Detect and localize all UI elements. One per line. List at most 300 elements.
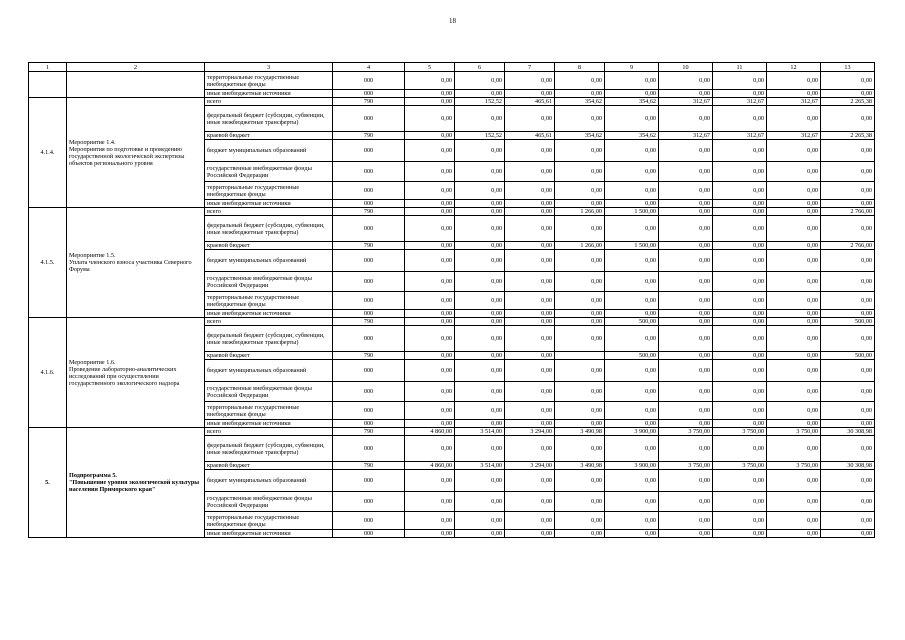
- value-cell-col-5: 0,00: [405, 272, 455, 292]
- value-cell-col-6: 152,52: [455, 98, 505, 106]
- value-cell-col-11: 3 750,00: [713, 462, 767, 470]
- budget-code: 000: [333, 140, 405, 162]
- value-cell-col-10: 0,00: [659, 140, 713, 162]
- value-cell-col-10: 3 750,00: [659, 462, 713, 470]
- value-cell-col-5: 4 860,00: [405, 462, 455, 470]
- value-cell-col-5: 0,00: [405, 140, 455, 162]
- value-cell-col-13: 0,00: [821, 250, 875, 272]
- table-row: [29, 208, 875, 216]
- value-cell-col-7: 0,00: [505, 326, 555, 352]
- value-cell-col-5: 0,00: [405, 250, 455, 272]
- value-cell-col-13: 0,00: [821, 530, 875, 538]
- value-cell-col-13: 0,00: [821, 360, 875, 382]
- value-cell-col-11: 0,00: [713, 208, 767, 216]
- value-cell-col-11: 0,00: [713, 216, 767, 242]
- value-cell-col-12: 0,00: [767, 512, 821, 530]
- value-cell-col-8: 0,00: [555, 72, 605, 90]
- funding-source: федеральный бюджет (субсидии, субвенции, иные межбюджетные трансферты): [205, 436, 333, 462]
- index-cell: [29, 72, 67, 98]
- value-cell-col-13: 30 308,98: [821, 428, 875, 436]
- value-cell-col-10: 0,00: [659, 208, 713, 216]
- funding-source: федеральный бюджет (субсидии, субвенции, иные межбюджетные трансферты): [205, 216, 333, 242]
- value-cell-col-9: 0,00: [605, 382, 659, 402]
- budget-code: 000: [333, 436, 405, 462]
- funding-source: бюджет муниципальных образований: [205, 140, 333, 162]
- column-header-6: 6: [455, 63, 505, 72]
- budget-code: 790: [333, 242, 405, 250]
- value-cell-col-10: 0,00: [659, 242, 713, 250]
- value-cell-col-13: 0,00: [821, 310, 875, 318]
- budget-code: 000: [333, 72, 405, 90]
- value-cell-col-13: 0,00: [821, 436, 875, 462]
- value-cell-col-5: 0,00: [405, 310, 455, 318]
- value-cell-col-6: 3 514,00: [455, 428, 505, 436]
- value-cell-col-5: 0,00: [405, 470, 455, 492]
- budget-code: 790: [333, 428, 405, 436]
- value-cell-col-9: 0,00: [605, 140, 659, 162]
- funding-source: территориальные государственные внебюджетные фонды: [205, 72, 333, 90]
- budget-code: 790: [333, 132, 405, 140]
- funding-source: федеральный бюджет (субсидии, субвенции, иные межбюджетные трансферты): [205, 326, 333, 352]
- activity-name: Подпрограмма 5. "Повышение уровня экологической культуры населения Приморского края": [67, 428, 205, 538]
- value-cell-col-9: 500,00: [605, 318, 659, 326]
- budget-code: 000: [333, 106, 405, 132]
- budget-code: 790: [333, 98, 405, 106]
- value-cell-col-11: 0,00: [713, 512, 767, 530]
- value-cell-col-12: 0,00: [767, 90, 821, 98]
- table-row: [29, 428, 875, 436]
- funding-source: всего: [205, 428, 333, 436]
- column-header-12: 12: [767, 63, 821, 72]
- budget-code: 790: [333, 352, 405, 360]
- value-cell-col-6: 0,00: [455, 216, 505, 242]
- value-cell-col-9: 3 900,00: [605, 462, 659, 470]
- value-cell-col-5: 0,00: [405, 208, 455, 216]
- value-cell-col-9: 0,00: [605, 182, 659, 200]
- value-cell-col-5: 0,00: [405, 382, 455, 402]
- column-header-8: 8: [555, 63, 605, 72]
- value-cell-col-11: 0,00: [713, 140, 767, 162]
- value-cell-col-6: 0,00: [455, 200, 505, 208]
- value-cell-col-10: 0,00: [659, 182, 713, 200]
- value-cell-col-13: 0,00: [821, 492, 875, 512]
- value-cell-col-7: 0,00: [505, 402, 555, 420]
- value-cell-col-6: 0,00: [455, 72, 505, 90]
- value-cell-col-7: 0,00: [505, 292, 555, 310]
- budget-code: 000: [333, 470, 405, 492]
- value-cell-col-6: 0,00: [455, 436, 505, 462]
- budget-code: 790: [333, 318, 405, 326]
- value-cell-col-12: 0,00: [767, 470, 821, 492]
- value-cell-col-11: 312,67: [713, 98, 767, 106]
- value-cell-col-13: 0,00: [821, 162, 875, 182]
- column-header-7: 7: [505, 63, 555, 72]
- value-cell-col-12: 0,00: [767, 106, 821, 132]
- column-header-13: 13: [821, 63, 875, 72]
- value-cell-col-10: 0,00: [659, 530, 713, 538]
- value-cell-col-13: 0,00: [821, 72, 875, 90]
- value-cell-col-10: 0,00: [659, 318, 713, 326]
- value-cell-col-10: 3 750,00: [659, 428, 713, 436]
- value-cell-col-11: 0,00: [713, 318, 767, 326]
- budget-code: 000: [333, 182, 405, 200]
- value-cell-col-11: 0,00: [713, 72, 767, 90]
- value-cell-col-5: 0,00: [405, 200, 455, 208]
- value-cell-col-7: 0,00: [505, 208, 555, 216]
- column-header-2: 2: [67, 63, 205, 72]
- value-cell-col-5: 0,00: [405, 90, 455, 98]
- funding-source: краевой бюджет: [205, 462, 333, 470]
- value-cell-col-7: 0,00: [505, 140, 555, 162]
- value-cell-col-12: 0,00: [767, 310, 821, 318]
- value-cell-col-5: 0,00: [405, 132, 455, 140]
- funding-source: всего: [205, 208, 333, 216]
- value-cell-col-9: 0,00: [605, 310, 659, 318]
- value-cell-col-6: 0,00: [455, 382, 505, 402]
- value-cell-col-5: 0,00: [405, 182, 455, 200]
- value-cell-col-9: 0,00: [605, 162, 659, 182]
- value-cell-col-6: 0,00: [455, 352, 505, 360]
- value-cell-col-13: 500,00: [821, 318, 875, 326]
- value-cell-col-12: 0,00: [767, 492, 821, 512]
- table-header-row: [29, 63, 875, 72]
- value-cell-col-7: 0,00: [505, 512, 555, 530]
- value-cell-col-5: 0,00: [405, 162, 455, 182]
- value-cell-col-12: 0,00: [767, 360, 821, 382]
- value-cell-col-6: 0,00: [455, 106, 505, 132]
- value-cell-col-8: 0,00: [555, 216, 605, 242]
- budget-code: 000: [333, 402, 405, 420]
- value-cell-col-6: 152,52: [455, 132, 505, 140]
- activity-index: 4.1.6.: [29, 318, 67, 428]
- value-cell-col-10: 0,00: [659, 512, 713, 530]
- value-cell-col-12: 0,00: [767, 140, 821, 162]
- value-cell-col-5: 0,00: [405, 436, 455, 462]
- value-cell-col-10: 0,00: [659, 310, 713, 318]
- value-cell-col-12: 0,00: [767, 216, 821, 242]
- value-cell-col-9: 0,00: [605, 326, 659, 352]
- value-cell-col-7: 465,61: [505, 98, 555, 106]
- funding-source: краевой бюджет: [205, 242, 333, 250]
- value-cell-col-5: 0,00: [405, 402, 455, 420]
- value-cell-col-6: 0,00: [455, 250, 505, 272]
- budget-code: 000: [333, 250, 405, 272]
- value-cell-col-7: 3 294,00: [505, 428, 555, 436]
- page-number: 18: [449, 17, 456, 25]
- value-cell-col-6: 0,00: [455, 292, 505, 310]
- budget-code: 000: [333, 272, 405, 292]
- value-cell-col-8: 0,00: [555, 318, 605, 326]
- budget-code: 000: [333, 292, 405, 310]
- value-cell-col-10: 312,67: [659, 132, 713, 140]
- activity-name: Мероприятие 1.5. Уплата членского взноса участника Северного Форума: [67, 208, 205, 318]
- table-body: [29, 72, 875, 538]
- value-cell-col-8: 0,00: [555, 200, 605, 208]
- value-cell-col-9: 1 500,00: [605, 242, 659, 250]
- value-cell-col-9: 0,00: [605, 106, 659, 132]
- funding-source: краевой бюджет: [205, 132, 333, 140]
- budget-code: 000: [333, 420, 405, 428]
- value-cell-col-6: 0,00: [455, 360, 505, 382]
- value-cell-col-8: 354,62: [555, 98, 605, 106]
- value-cell-col-5: 0,00: [405, 292, 455, 310]
- value-cell-col-10: 0,00: [659, 106, 713, 132]
- value-cell-col-9: 0,00: [605, 512, 659, 530]
- value-cell-col-6: 0,00: [455, 182, 505, 200]
- value-cell-col-9: 0,00: [605, 436, 659, 462]
- value-cell-col-12: 0,00: [767, 352, 821, 360]
- value-cell-col-13: 0,00: [821, 470, 875, 492]
- value-cell-col-7: 3 294,00: [505, 462, 555, 470]
- value-cell-col-11: 0,00: [713, 292, 767, 310]
- value-cell-col-8: 0,00: [555, 140, 605, 162]
- value-cell-col-12: 3 750,00: [767, 428, 821, 436]
- value-cell-col-12: 0,00: [767, 162, 821, 182]
- funding-source: территориальные государственные внебюджетные фонды: [205, 402, 333, 420]
- value-cell-col-8: 0,00: [555, 512, 605, 530]
- value-cell-col-12: 312,67: [767, 132, 821, 140]
- column-header-10: 10: [659, 63, 713, 72]
- value-cell-col-12: 0,00: [767, 272, 821, 292]
- value-cell-col-10: 0,00: [659, 382, 713, 402]
- funding-source: территориальные государственные внебюджетные фонды: [205, 182, 333, 200]
- value-cell-col-12: 0,00: [767, 200, 821, 208]
- value-cell-col-9: 0,00: [605, 250, 659, 272]
- column-header-3: 3: [205, 63, 333, 72]
- value-cell-col-6: 0,00: [455, 140, 505, 162]
- budget-table: [28, 62, 875, 538]
- value-cell-col-13: 0,00: [821, 272, 875, 292]
- value-cell-col-6: 0,00: [455, 492, 505, 512]
- funding-source: всего: [205, 318, 333, 326]
- column-header-9: 9: [605, 63, 659, 72]
- value-cell-col-9: 0,00: [605, 216, 659, 242]
- budget-code: 000: [333, 162, 405, 182]
- value-cell-col-13: 0,00: [821, 140, 875, 162]
- value-cell-col-7: 0,00: [505, 72, 555, 90]
- value-cell-col-8: 0,00: [555, 382, 605, 402]
- funding-source: иные внебюджетные источники: [205, 90, 333, 98]
- value-cell-col-13: 0,00: [821, 382, 875, 402]
- value-cell-col-7: 0,00: [505, 242, 555, 250]
- budget-code: 000: [333, 382, 405, 402]
- value-cell-col-7: 0,00: [505, 360, 555, 382]
- value-cell-col-6: 0,00: [455, 318, 505, 326]
- funding-source: иные внебюджетные источники: [205, 420, 333, 428]
- value-cell-col-8: 0,00: [555, 250, 605, 272]
- value-cell-col-8: 354,62: [555, 132, 605, 140]
- value-cell-col-9: 0,00: [605, 402, 659, 420]
- value-cell-col-6: 0,00: [455, 512, 505, 530]
- funding-source: государственные внебюджетные фонды Российской Федерации: [205, 382, 333, 402]
- value-cell-col-8: 0,00: [555, 272, 605, 292]
- table-row: [29, 72, 875, 90]
- value-cell-col-10: 0,00: [659, 72, 713, 90]
- value-cell-col-12: 0,00: [767, 242, 821, 250]
- value-cell-col-6: 0,00: [455, 310, 505, 318]
- value-cell-col-11: 0,00: [713, 250, 767, 272]
- value-cell-col-9: 0,00: [605, 272, 659, 292]
- name-cell: [67, 72, 205, 98]
- column-header-5: 5: [405, 63, 455, 72]
- value-cell-col-12: 0,00: [767, 420, 821, 428]
- value-cell-col-11: 0,00: [713, 492, 767, 512]
- value-cell-col-13: 0,00: [821, 200, 875, 208]
- value-cell-col-7: 0,00: [505, 318, 555, 326]
- value-cell-col-8: 0,00: [555, 360, 605, 382]
- activity-name: Мероприятие 1.4. Мероприятия по подготовке и проведению государственной экологической экспертизы объектов регионального уровня: [67, 98, 205, 208]
- value-cell-col-8: 0,00: [555, 310, 605, 318]
- value-cell-col-8: 0,00: [555, 470, 605, 492]
- value-cell-col-13: 2 766,00: [821, 242, 875, 250]
- value-cell-col-5: 0,00: [405, 360, 455, 382]
- funding-source: бюджет муниципальных образований: [205, 250, 333, 272]
- value-cell-col-5: 0,00: [405, 530, 455, 538]
- budget-code: 000: [333, 326, 405, 352]
- value-cell-col-9: 0,00: [605, 470, 659, 492]
- value-cell-col-6: 0,00: [455, 326, 505, 352]
- value-cell-col-9: 500,00: [605, 352, 659, 360]
- value-cell-col-6: 0,00: [455, 242, 505, 250]
- value-cell-col-13: 0,00: [821, 326, 875, 352]
- value-cell-col-5: 0,00: [405, 492, 455, 512]
- value-cell-col-10: 0,00: [659, 326, 713, 352]
- value-cell-col-13: 0,00: [821, 90, 875, 98]
- value-cell-col-13: 30 308,98: [821, 462, 875, 470]
- funding-source: бюджет муниципальных образований: [205, 360, 333, 382]
- value-cell-col-12: 0,00: [767, 292, 821, 310]
- value-cell-col-11: 0,00: [713, 470, 767, 492]
- value-cell-col-8: 0,00: [555, 420, 605, 428]
- activity-index: 4.1.4.: [29, 98, 67, 208]
- budget-code: 000: [333, 310, 405, 318]
- value-cell-col-11: 0,00: [713, 420, 767, 428]
- value-cell-col-11: 0,00: [713, 106, 767, 132]
- value-cell-col-12: 0,00: [767, 436, 821, 462]
- value-cell-col-5: 0,00: [405, 512, 455, 530]
- value-cell-col-13: 2 265,38: [821, 98, 875, 106]
- value-cell-col-10: 0,00: [659, 360, 713, 382]
- value-cell-col-13: 0,00: [821, 292, 875, 310]
- value-cell-col-7: 0,00: [505, 352, 555, 360]
- value-cell-col-12: 0,00: [767, 72, 821, 90]
- activity-index: 5.: [29, 428, 67, 538]
- value-cell-col-8: 0,00: [555, 162, 605, 182]
- value-cell-col-7: 0,00: [505, 420, 555, 428]
- funding-source: территориальные государственные внебюджетные фонды: [205, 512, 333, 530]
- value-cell-col-13: 0,00: [821, 216, 875, 242]
- value-cell-col-7: 0,00: [505, 436, 555, 462]
- funding-source: федеральный бюджет (субсидии, субвенции, иные межбюджетные трансферты): [205, 106, 333, 132]
- value-cell-col-11: 0,00: [713, 182, 767, 200]
- funding-source: территориальные государственные внебюджетные фонды: [205, 292, 333, 310]
- value-cell-col-8: 0,00: [555, 530, 605, 538]
- funding-source: краевой бюджет: [205, 352, 333, 360]
- value-cell-col-9: 0,00: [605, 292, 659, 310]
- column-header-4: 4: [333, 63, 405, 72]
- value-cell-col-9: 0,00: [605, 420, 659, 428]
- value-cell-col-7: 0,00: [505, 200, 555, 208]
- value-cell-col-13: 0,00: [821, 402, 875, 420]
- value-cell-col-10: 0,00: [659, 492, 713, 512]
- value-cell-col-11: 0,00: [713, 272, 767, 292]
- value-cell-col-8: 0,00: [555, 90, 605, 98]
- value-cell-col-5: 0,00: [405, 106, 455, 132]
- value-cell-col-7: 0,00: [505, 250, 555, 272]
- value-cell-col-5: 0,00: [405, 352, 455, 360]
- value-cell-col-10: 0,00: [659, 352, 713, 360]
- value-cell-col-13: 2 265,38: [821, 132, 875, 140]
- value-cell-col-10: 312,67: [659, 98, 713, 106]
- value-cell-col-8: 0,00: [555, 326, 605, 352]
- value-cell-col-12: 0,00: [767, 182, 821, 200]
- value-cell-col-12: 3 750,00: [767, 462, 821, 470]
- budget-code: 790: [333, 208, 405, 216]
- value-cell-col-5: 0,00: [405, 242, 455, 250]
- value-cell-col-13: 0,00: [821, 420, 875, 428]
- value-cell-col-11: 0,00: [713, 90, 767, 98]
- value-cell-col-6: 0,00: [455, 162, 505, 182]
- value-cell-col-7: 0,00: [505, 182, 555, 200]
- value-cell-col-7: 0,00: [505, 310, 555, 318]
- funding-source: государственные внебюджетные фонды Российской Федерации: [205, 162, 333, 182]
- value-cell-col-10: 0,00: [659, 250, 713, 272]
- budget-code: 000: [333, 530, 405, 538]
- value-cell-col-13: 500,00: [821, 352, 875, 360]
- value-cell-col-11: 0,00: [713, 162, 767, 182]
- value-cell-col-9: 3 900,00: [605, 428, 659, 436]
- budget-code: 000: [333, 90, 405, 98]
- budget-code: 000: [333, 216, 405, 242]
- value-cell-col-5: 0,00: [405, 72, 455, 90]
- value-cell-col-6: 3 514,00: [455, 462, 505, 470]
- value-cell-col-11: 0,00: [713, 436, 767, 462]
- funding-source: иные внебюджетные источники: [205, 530, 333, 538]
- value-cell-col-6: 0,00: [455, 530, 505, 538]
- value-cell-col-8: 3 490,98: [555, 462, 605, 470]
- value-cell-col-6: 0,00: [455, 470, 505, 492]
- value-cell-col-12: 0,00: [767, 250, 821, 272]
- value-cell-col-11: 0,00: [713, 352, 767, 360]
- value-cell-col-11: 0,00: [713, 402, 767, 420]
- funding-source: всего: [205, 98, 333, 106]
- value-cell-col-10: 0,00: [659, 470, 713, 492]
- value-cell-col-8: 0,00: [555, 492, 605, 512]
- value-cell-col-12: 312,67: [767, 98, 821, 106]
- value-cell-col-12: 0,00: [767, 318, 821, 326]
- value-cell-col-8: [555, 352, 605, 360]
- value-cell-col-13: 2 766,00: [821, 208, 875, 216]
- value-cell-col-11: 3 750,00: [713, 428, 767, 436]
- budget-code: 000: [333, 512, 405, 530]
- value-cell-col-9: 1 500,00: [605, 208, 659, 216]
- value-cell-col-7: 0,00: [505, 216, 555, 242]
- value-cell-col-5: 0,00: [405, 318, 455, 326]
- value-cell-col-10: 0,00: [659, 272, 713, 292]
- value-cell-col-5: 4 860,00: [405, 428, 455, 436]
- value-cell-col-11: 0,00: [713, 382, 767, 402]
- value-cell-col-7: 0,00: [505, 162, 555, 182]
- value-cell-col-9: 0,00: [605, 492, 659, 512]
- value-cell-col-10: 0,00: [659, 162, 713, 182]
- activity-name: Мероприятие 1.6. Проведение лабораторно-аналитических исследований при осуществлении государственного экологического надзора: [67, 318, 205, 428]
- value-cell-col-6: 0,00: [455, 208, 505, 216]
- value-cell-col-7: 465,61: [505, 132, 555, 140]
- value-cell-col-12: 0,00: [767, 402, 821, 420]
- value-cell-col-6: 0,00: [455, 402, 505, 420]
- value-cell-col-7: 0,00: [505, 382, 555, 402]
- value-cell-col-6: 0,00: [455, 420, 505, 428]
